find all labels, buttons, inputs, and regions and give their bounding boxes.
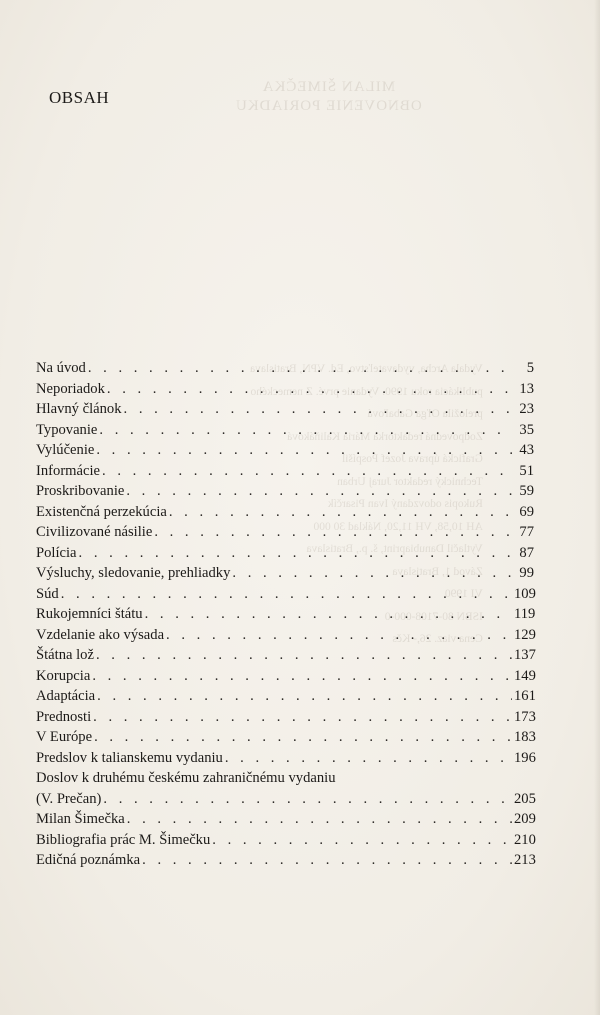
toc-dot-leader <box>124 399 512 420</box>
page-title: OBSAH <box>49 88 110 107</box>
show-through-line: VI 1990 <box>444 588 483 600</box>
show-through-line: Závod 1, Bratislava <box>392 565 483 578</box>
show-through-line: Vytlačil Danubiaprint, š. p., Bratislava <box>306 543 483 555</box>
toc-entry <box>36 502 534 523</box>
toc-dot-leader <box>102 461 512 482</box>
toc-entry <box>36 604 534 625</box>
toc-dot-leader <box>127 809 512 830</box>
toc-page-number: 210 <box>514 831 536 848</box>
toc-dot-leader <box>96 440 512 461</box>
show-through-line: Grafická úprava Jozef Pospíšil <box>341 453 483 465</box>
toc-dot-leader <box>169 502 512 523</box>
toc-dot-leader <box>225 748 512 769</box>
toc-page-number: 77 <box>519 524 534 540</box>
show-through-line: Cena viaz. 26,- Kčs <box>392 633 483 645</box>
toc-entry-title: Neporiadok <box>36 380 105 397</box>
toc-entry-row <box>36 399 534 420</box>
toc-page-number: 196 <box>514 749 536 766</box>
toc-entry-row <box>36 563 534 584</box>
toc-page-number: 13 <box>519 380 534 397</box>
toc-dot-leader <box>96 645 512 666</box>
toc-entry <box>36 768 534 809</box>
toc-dot-leader <box>212 830 512 851</box>
toc-dot-leader <box>142 850 512 871</box>
toc-entry-row <box>36 686 534 707</box>
toc-page-number: 35 <box>519 421 534 438</box>
toc-entry-row <box>36 707 534 728</box>
table-of-contents <box>36 358 534 871</box>
toc-entry <box>36 481 534 502</box>
toc-page-number: 43 <box>519 442 534 458</box>
toc-page-number: 129 <box>514 626 536 643</box>
toc-page-number: 119 <box>514 606 536 622</box>
toc-page-number: 183 <box>514 729 536 745</box>
toc-page-number: 23 <box>519 401 534 417</box>
toc-page-number: 87 <box>519 544 534 561</box>
toc-page-number: 137 <box>514 647 536 663</box>
toc-entry <box>36 686 534 707</box>
toc-entry <box>36 440 534 461</box>
toc-entry <box>36 358 534 379</box>
toc-dot-leader <box>99 420 512 441</box>
toc-dot-leader <box>93 707 512 728</box>
show-through-line: MILAN ŠIMEČKA <box>261 79 396 95</box>
toc-entry-title: (V. Prečan) <box>36 790 102 807</box>
toc-dot-leader <box>97 686 512 707</box>
page-edge-shadow <box>594 0 600 1015</box>
show-through-line: Vydala Archa, vydavateľstvo, Ed. VPN, Bratislava <box>250 363 483 375</box>
show-through-line: Technický redaktor Juraj Urban <box>337 475 483 488</box>
toc-page-number: 213 <box>514 852 536 868</box>
toc-entry-title: Adaptácia <box>36 688 96 704</box>
toc-entry <box>36 522 534 543</box>
toc-dot-leader <box>88 358 512 379</box>
toc-entry-title: Hlavný článok <box>36 401 122 417</box>
toc-entry <box>36 461 534 482</box>
toc-dot-leader <box>92 666 512 687</box>
toc-page-number: 51 <box>519 462 534 479</box>
toc-entry-row <box>36 584 534 605</box>
toc-entry-row <box>36 789 534 810</box>
toc-entry-title-line: Doslov k druhému českému zahraničnému vydaniu <box>36 770 336 786</box>
toc-entry-row <box>36 420 534 441</box>
toc-entry <box>36 584 534 605</box>
toc-page-number: 109 <box>514 585 536 602</box>
show-through-line: preložila Oľga Gabaľová <box>367 408 483 420</box>
toc-dot-leader <box>166 625 512 646</box>
toc-entry-row <box>36 358 534 379</box>
toc-page-number: 209 <box>514 811 536 827</box>
toc-entry <box>36 809 534 830</box>
toc-page-number: 173 <box>514 708 536 725</box>
toc-page-number: 149 <box>514 667 536 684</box>
toc-dot-leader <box>103 789 512 810</box>
toc-entry-row <box>36 645 534 666</box>
toc-entry <box>36 645 534 666</box>
toc-entry <box>36 625 534 646</box>
toc-entry <box>36 379 534 400</box>
toc-entry-row <box>36 809 534 830</box>
toc-entry-row <box>36 830 534 851</box>
toc-entry-row <box>36 440 534 461</box>
show-through-line: AH 10,58, VH 11,20, Náklad 30 000 <box>313 520 483 533</box>
toc-entry-row <box>36 625 534 646</box>
toc-entry-title: Korupcia <box>36 667 91 684</box>
toc-entry <box>36 563 534 584</box>
toc-entry-title: Bibliografia prác M. Šimečku <box>36 831 211 848</box>
show-through-line: OBNOVENIE PORIADKU <box>235 98 422 114</box>
toc-page-number: 59 <box>519 483 534 499</box>
toc-entry <box>36 707 534 728</box>
toc-entry <box>36 850 534 871</box>
toc-entry <box>36 420 534 441</box>
toc-entry-title: Typovanie <box>36 421 98 438</box>
toc-entry-row <box>36 543 534 564</box>
toc-entry-title: Na úvod <box>36 360 86 376</box>
toc-entry-row <box>36 461 534 482</box>
toc-entry-title: Štátna lož <box>36 647 94 663</box>
toc-entry <box>36 748 534 769</box>
toc-entry-title: Výsluchy, sledovanie, prehliadky <box>36 565 231 581</box>
toc-entry-title: Milan Šimečka <box>36 811 125 827</box>
toc-page-number: 161 <box>514 688 536 704</box>
toc-entry-title: Informácie <box>36 462 101 479</box>
toc-entry-row <box>36 379 534 400</box>
toc-page-number: 205 <box>514 790 536 807</box>
toc-entry-title: Rukojemníci štátu <box>36 606 143 622</box>
toc-entry <box>36 666 534 687</box>
toc-entry-row <box>36 604 534 625</box>
toc-entry-title: Vylúčenie <box>36 442 95 458</box>
toc-entry-title: Polícia <box>36 544 77 561</box>
toc-entry-row <box>36 666 534 687</box>
toc-dot-leader <box>145 604 512 625</box>
toc-entry-title: Civilizované násilie <box>36 524 153 540</box>
toc-entry <box>36 830 534 851</box>
toc-entry-row <box>36 481 534 502</box>
toc-page-number: 5 <box>526 360 534 376</box>
toc-entry-title: Existenčná perzekúcia <box>36 503 167 520</box>
toc-entry-row <box>36 502 534 523</box>
toc-page-number: 99 <box>519 565 534 581</box>
toc-dot-leader <box>94 727 512 748</box>
toc-entry-title: V Európe <box>36 729 93 745</box>
toc-entry-title: Súd <box>36 585 59 602</box>
toc-dot-leader <box>61 584 512 605</box>
toc-dot-leader <box>107 379 512 400</box>
toc-entry <box>36 543 534 564</box>
toc-entry-row <box>36 727 534 748</box>
toc-dot-leader <box>126 481 512 502</box>
toc-entry-title: Prednosti <box>36 708 92 725</box>
toc-entry-title: Proskribovanie <box>36 483 125 499</box>
show-through-line: ISBN 80-7108-000-0 <box>384 610 483 623</box>
toc-entry-row <box>36 748 534 769</box>
toc-entry-title: Vzdelanie ako výsada <box>36 626 165 643</box>
show-through-line: Zodpovedná redaktorka Mária Kaliňáková <box>287 430 483 443</box>
toc-entry-row <box>36 522 534 543</box>
toc-page-number: 69 <box>519 503 534 520</box>
show-through-header <box>235 78 422 116</box>
toc-entry <box>36 727 534 748</box>
toc-dot-leader <box>79 543 512 564</box>
toc-dot-leader <box>232 563 512 584</box>
toc-entry <box>36 399 534 420</box>
toc-dot-leader <box>154 522 512 543</box>
show-through-line: Rukopis odovzdaný Ivan Pisarčík <box>327 498 483 510</box>
toc-entry-title: Predslov k talianskemu vydaniu <box>36 749 223 766</box>
toc-entry-title: Edičná poznámka <box>36 852 141 868</box>
show-through-line: publikácia roku 1990. Vydanie prvé. Z nemeckého <box>250 385 483 398</box>
toc-entry-row <box>36 850 534 871</box>
